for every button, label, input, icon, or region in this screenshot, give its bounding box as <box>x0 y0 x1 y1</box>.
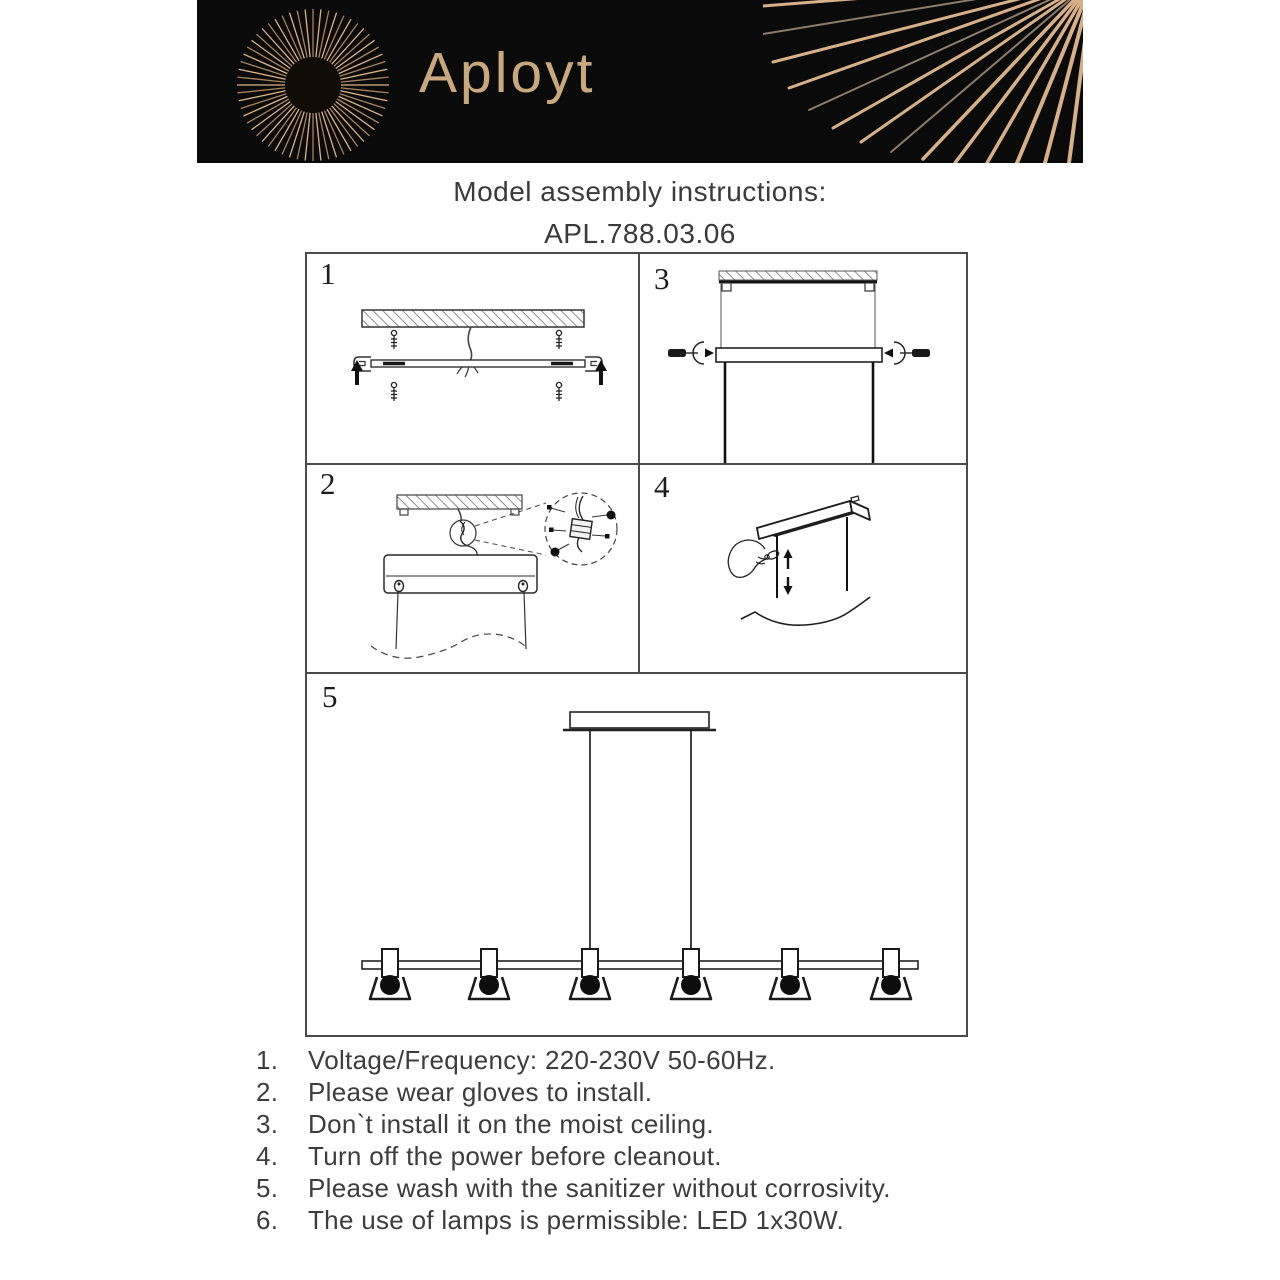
panel-4-number: 4 <box>654 469 670 504</box>
list-item-number: 1. <box>256 1045 279 1075</box>
list-item-text: Don`t install it on the moist ceiling. <box>308 1109 714 1139</box>
list-item-text: Please wear gloves to install. <box>308 1077 653 1107</box>
title-block <box>0 176 1280 250</box>
list-item <box>256 1172 1036 1204</box>
list-item <box>256 1140 1036 1172</box>
list-item <box>256 1108 1036 1140</box>
list-item-text: Voltage/Frequency: 220-230V 50-60Hz. <box>308 1045 776 1075</box>
model-number: APL.788.03.06 <box>544 218 736 249</box>
panel-5-number: 5 <box>322 679 338 714</box>
header-banner <box>197 0 1083 163</box>
list-item-text: Please wash with the sanitizer without corrosivity. <box>308 1173 891 1203</box>
list-item-number: 4. <box>256 1141 279 1171</box>
brand-name: Aployt <box>419 41 596 105</box>
assembly-diagram-grid <box>305 252 968 1037</box>
list-item <box>256 1204 1036 1236</box>
list-item <box>256 1044 1036 1076</box>
panel-5-drawing <box>307 674 968 1037</box>
panel-3-number: 3 <box>654 261 670 296</box>
ray-fan-icon <box>763 0 1083 163</box>
list-item-text: Turn off the power before cleanout. <box>308 1141 722 1171</box>
logo-center-disc <box>286 58 340 112</box>
page-title: Model assembly instructions: <box>453 176 827 207</box>
list-item <box>256 1076 1036 1108</box>
list-item-number: 6. <box>256 1205 279 1235</box>
panel-4-drawing <box>640 465 970 672</box>
starburst-sun-icon <box>233 7 393 163</box>
panel-3-drawing <box>640 254 970 463</box>
list-item-number: 5. <box>256 1173 279 1203</box>
brand-logo <box>233 7 393 163</box>
list-item-number: 3. <box>256 1109 279 1139</box>
panel-2-number: 2 <box>320 466 336 501</box>
panel-2-drawing <box>307 465 638 672</box>
panel-1-number: 1 <box>320 256 336 291</box>
panel-1-drawing <box>307 254 638 463</box>
list-item-number: 2. <box>256 1077 279 1107</box>
instruction-list <box>256 1044 1036 1236</box>
list-item-text: The use of lamps is permissible: LED 1x30W. <box>308 1205 844 1235</box>
